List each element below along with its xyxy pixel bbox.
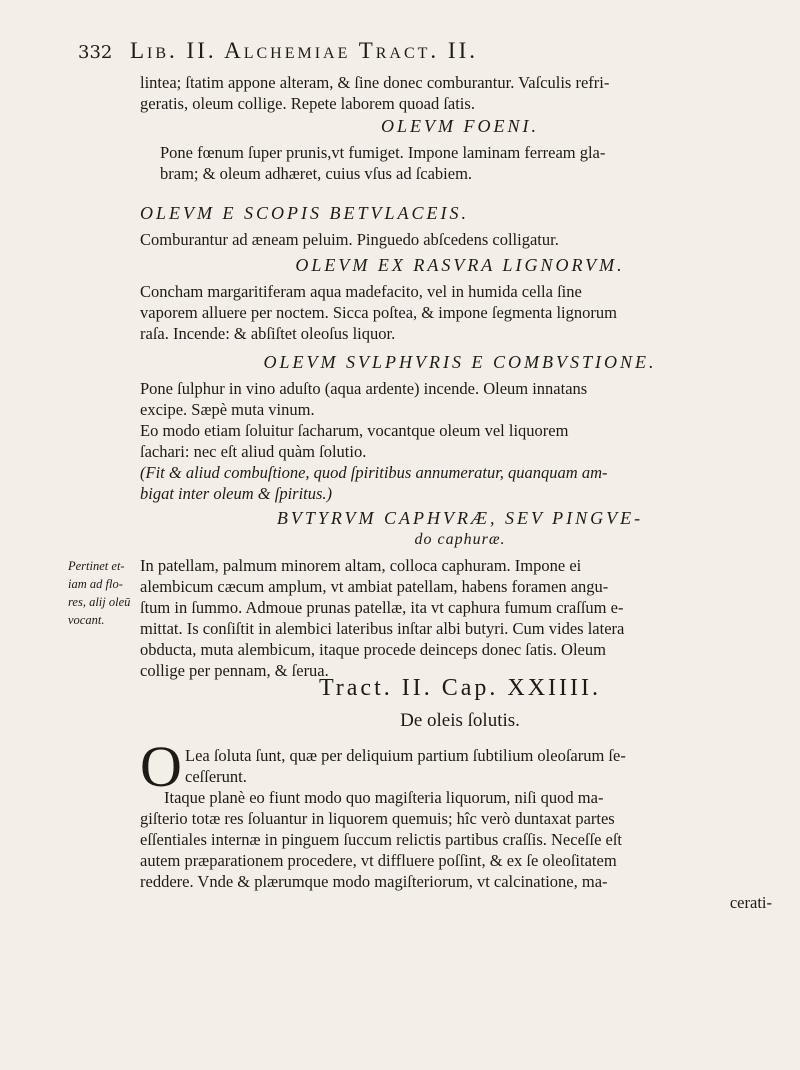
- page-number: 332: [78, 42, 113, 63]
- text-line: ceſſerunt.: [185, 767, 247, 786]
- text-line: Lea ſoluta ſunt, quæ per deliquium partium ſubtilium oleoſarum ſe-: [185, 746, 626, 765]
- text-line: cerati-: [729, 893, 772, 912]
- text-line: lintea; ſtatim appone alteram, & ſine donec comburantur. Vaſculis refri-: [140, 73, 610, 92]
- heading-butyrum-caphurae: BVTYRVM CAPHVRÆ, SEV PINGVE-: [276, 508, 644, 528]
- text-line: obducta, muta alembicum, itaque procede deinceps donec ſatis. Oleum: [140, 640, 606, 659]
- text-line: raſa. Incende: & abſiſtet oleoſus liquor.: [140, 324, 396, 343]
- text-line: autem præparationem procedere, vt diffluere poſſint, & ex ſe oleoſitatem: [140, 851, 617, 870]
- text-line: Pone fœnum ſuper prunis,vt fumiget. Impone laminam ferream gla-: [160, 143, 606, 162]
- text-line: ſachari: nec eſt aliud quàm ſolutio.: [140, 442, 367, 461]
- margin-note-line: res, alij oleū: [68, 595, 131, 609]
- paragraph-1: [140, 72, 772, 114]
- text-line: Concham margaritiferam aqua madefacito, vel in humida cella ſine: [140, 282, 582, 301]
- text-line: mittat. Is conſiſtit in alembici lateribus inſtar albi butyri. Cum vides latera: [140, 619, 625, 638]
- paragraph-2: [160, 142, 772, 184]
- page-header: [78, 38, 768, 70]
- text-line: vaporem alluere per noctem. Sicca poſtea, & impone ſegmenta lignorum: [140, 303, 617, 322]
- text-line: (Fit & aliud combuſtione, quod ſpiritibus annumeratur, quanquam am-: [140, 463, 608, 482]
- heading-oleum-scopis: OLEVM E SCOPIS BETVLACEIS.: [140, 203, 469, 223]
- paragraph-4: [140, 281, 772, 344]
- paragraph-7: [140, 787, 772, 913]
- text-line: bigat inter oleum & ſpiritus.): [140, 484, 333, 503]
- paragraph-5: [140, 378, 772, 504]
- text-line: alembicum cæcum amplum, vt ambiat patellam, habens foramen angu-: [140, 577, 609, 596]
- chapter-title: Tract. II. Cap. XXIIII.: [318, 675, 602, 701]
- text-line: Eo modo etiam ſoluitur ſacharum, vocantque oleum vel liquorem: [140, 421, 569, 440]
- text-line: ſtum in ſummo. Admoue prunas patellæ, ita vt caphura fumum craſſum e-: [140, 598, 624, 617]
- drop-cap: O: [140, 734, 182, 799]
- margin-note: [68, 557, 138, 629]
- margin-note-line: Pertinet et-: [68, 559, 125, 573]
- heading-butyrum-caphurae-cont: do caphuræ.: [414, 531, 506, 548]
- paragraph-6: [140, 555, 772, 681]
- running-head: Lib. II. Alchemiae Tract. II.: [130, 38, 478, 63]
- text-line: giſterio totæ res ſoluantur in liquorem quemuis; hîc verò duntaxat partes: [140, 809, 615, 828]
- text-line: Comburantur ad æneam peluim. Pinguedo abſcedens colligatur.: [140, 230, 559, 249]
- margin-note-line: iam ad flo-: [68, 577, 123, 591]
- text-line: Itaque planè eo fiunt modo quo magiſteria liquorum, niſi quod ma-: [164, 788, 604, 807]
- paragraph-7-opening: [185, 745, 772, 787]
- text-line: collige per pennam, & ſerua.: [140, 661, 329, 680]
- text-line: eſſentiales internæ in pinguem ſuccum relictis partibus craſſis. Neceſſe eſt: [140, 830, 623, 849]
- text-line: reddere. Vnde & plærumque modo magiſteriorum, vt calcinatione, ma-: [140, 872, 608, 891]
- margin-note-line: vocant.: [68, 613, 105, 627]
- heading-oleum-foeni: OLEVM FOENI.: [381, 116, 539, 136]
- paragraph-3: [140, 229, 772, 250]
- text-line: geratis, oleum collige. Repete laborem quoad ſatis.: [140, 94, 475, 113]
- text-line: Pone ſulphur in vino aduſto (aqua ardente) incende. Oleum innatans: [140, 379, 588, 398]
- text-line: excipe. Sæpè muta vinum.: [140, 400, 315, 419]
- text-line: In patellam, palmum minorem altam, colloca caphuram. Impone ei: [140, 556, 582, 575]
- text-line: bram; & oleum adhæret, cuius vſus ad ſcabiem.: [160, 164, 473, 183]
- heading-oleum-sulphuris: OLEVM SVLPHVRIS E COMBVSTIONE.: [263, 352, 657, 372]
- heading-oleum-rasura: OLEVM EX RASVRA LIGNORVM.: [295, 255, 625, 275]
- chapter-subtitle: De oleis ſolutis.: [400, 710, 520, 731]
